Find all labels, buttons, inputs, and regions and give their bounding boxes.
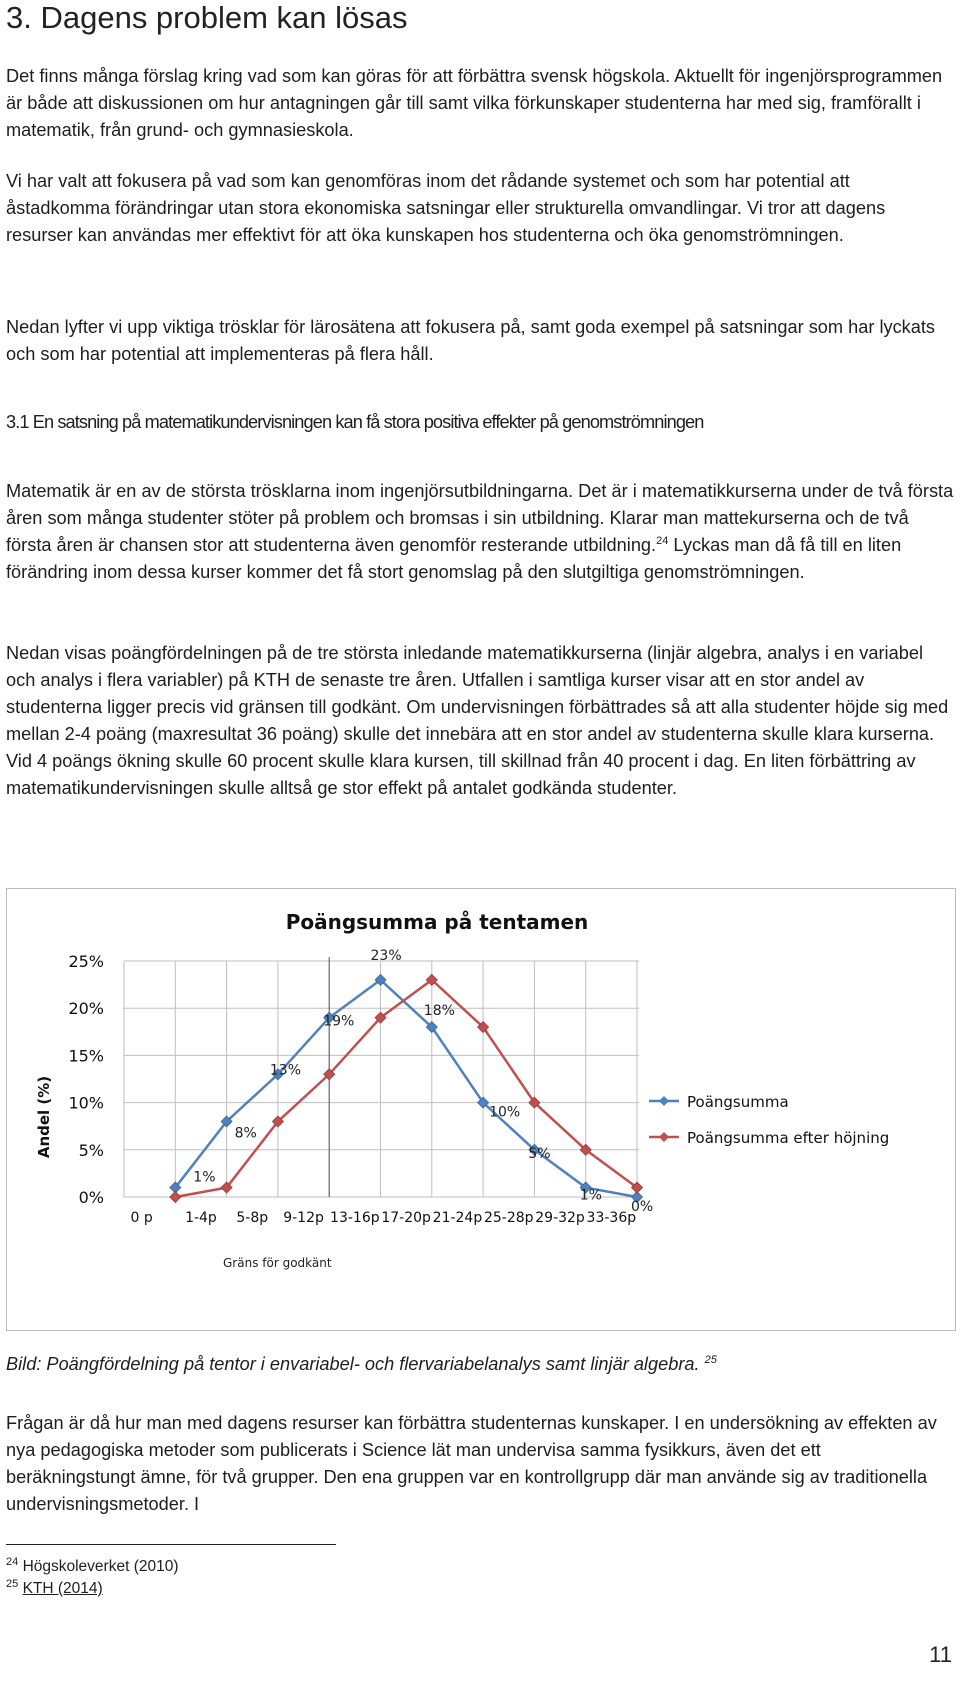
legend-marker <box>659 1132 669 1142</box>
page-heading: 3. Dagens problem kan lösas <box>6 0 408 35</box>
footnote-24 <box>6 1556 179 1578</box>
y-tick-label: 10% <box>68 1093 104 1113</box>
chart-legend <box>649 1093 889 1147</box>
data-label: 1% <box>579 1187 602 1204</box>
chart-data-labels <box>193 948 653 1215</box>
line-chart <box>7 889 955 1330</box>
y-tick-label: 20% <box>68 999 104 1019</box>
legend-label: Poängsumma <box>687 1093 789 1111</box>
legend-label: Poängsumma efter höjning <box>687 1129 890 1147</box>
footnote-number: 25 <box>6 1577 19 1590</box>
footnote-ref-25[interactable]: 25 <box>704 1353 717 1366</box>
section-paragraph-2: Nedan visas poängfördelningen på de tre största inledande matematikkurserna (linjär algebra, analys i en variabel och analys i flera variabler) på KTH de senaste tre åren. Utfallen i samtliga kurser visar att en stor andel av studenterna ligger precis vid gränsen till godkänt. Om undervisningen förbättrades så att alla studenter höjde sig med mellan 2-4 poäng (maxresultat 36 poäng) skulle det innebära att en stor andel av studenterna skulle klara kurserna. Vid 4 poängs ökning skulle 60 procent skulle klara kursen, till skillnad från 40 procent i dag. En liten förbättring av matematikundervisningen skulle alltså ge stor effekt på antalet godkända studenter. <box>6 643 949 798</box>
data-label: 19% <box>323 1013 355 1030</box>
footnote-number: 24 <box>6 1555 19 1568</box>
x-tick-label: 13-16p <box>330 1210 380 1226</box>
x-tick-label: 29-32p <box>535 1210 585 1226</box>
y-tick-label: 25% <box>68 952 104 971</box>
passing-threshold-label: Gräns för godkänt <box>223 1256 332 1270</box>
intro-paragraph-3: Nedan lyfter vi upp viktiga trösklar för lärosätena att fokusera på, samt goda exempel på satsningar som har lyckats och som har potential att implementeras på flera håll. <box>6 317 936 364</box>
x-tick-label: 25-28p <box>483 1210 534 1226</box>
y-tick-label: 0% <box>78 1188 104 1207</box>
series-line <box>175 980 637 1197</box>
x-tick-label: 33-36p <box>586 1210 637 1226</box>
y-tick-label: 15% <box>68 1046 104 1066</box>
x-tick-label: 21-24p <box>432 1210 483 1226</box>
x-tick-label: 1-4p <box>185 1210 217 1226</box>
x-tick-label: 0 p <box>130 1210 153 1226</box>
y-tick-label: 5% <box>78 1140 104 1160</box>
footnote-link[interactable]: KTH (2014) <box>22 1580 103 1597</box>
x-tick-label: 17-20p <box>381 1210 431 1226</box>
footnote-text: Högskoleverket (2010) <box>22 1558 179 1575</box>
section-heading: 3.1 En satsning på matematikundervisningen kan få stora positiva effekter på genomströmningen <box>6 412 704 432</box>
chart-title: Poängsumma på tentamen <box>285 910 589 934</box>
data-label: 1% <box>193 1169 216 1186</box>
chart-y-ticks <box>68 952 104 1207</box>
data-label: 13% <box>269 1062 302 1079</box>
section-paragraph-1-text: Matematik är en av de största trösklarna inom ingenjörsutbildningarna. Det är i matematikkurserna under de två första åren som många studenter stöter på problem och bromsas i sin utbildning. Klarar man mattekurserna och de två första åren är chansen stor att studenterna även genomför resterande utbildning. <box>6 481 954 555</box>
data-label: 8% <box>234 1125 257 1142</box>
chart-y-axis-label: Andel (%) <box>35 1075 53 1159</box>
section-paragraph-1-rest: Lyckas man då få till en liten förändring inom dessa kurser kommer det få stort genomslag på den slutgiltiga genomströmningen. <box>6 535 902 582</box>
x-tick-label: 5-8p <box>236 1210 269 1226</box>
chart-gridlines <box>124 961 639 1197</box>
intro-paragraph-2: Vi har valt att fokusera på vad som kan genomföras inom det rådande systemet och som har potential att åstadkomma förändringar utan stora ekonomiska satsningar eller strukturella omvandlingar. Vi tror att dagens resurser kan användas mer effektivt för att öka kunskapen hos studenterna och öka genomströmningen. <box>6 171 886 245</box>
data-label: 23% <box>370 947 402 964</box>
data-label: 0% <box>631 1199 654 1215</box>
footnote-25 <box>6 1578 103 1600</box>
data-label: 10% <box>489 1104 521 1121</box>
section-paragraph-1 <box>6 478 954 586</box>
page-number: 11 <box>929 1642 952 1667</box>
data-point <box>170 1192 181 1203</box>
footnote-divider <box>6 1544 336 1545</box>
legend-marker <box>659 1096 669 1106</box>
final-paragraph: Frågan är då hur man med dagens resurser kan förbättra studenternas kunskaper. I en undersökning av effekten av nya pedagogiska metoder som publicerats i Science lät man undervisa samma fysikkurs, även det ett beräkningstungt ämne, för två grupper. Den ena gruppen var en kontrollgrupp där man använde sig av traditionella undervisningsmetoder. I <box>6 1413 937 1514</box>
figure-caption <box>6 1354 717 1375</box>
x-tick-label: 9-12p <box>283 1210 324 1226</box>
intro-paragraph-1: Det finns många förslag kring vad som kan göras för att förbättra svensk högskola. Aktuellt för ingenjörsprogrammen är både att diskussionen om hur antagningen går till samt vilka förkunskaper studenterna har med sig, framförallt i matematik, från grund- och gymnasieskola. <box>6 66 943 140</box>
chart-container <box>6 888 956 1331</box>
chart-x-ticks <box>131 1210 637 1226</box>
footnote-ref-24[interactable]: 24 <box>656 534 669 547</box>
figure-caption-text: Bild: Poängfördelning på tentor i envariabel- och flervariabelanalys samt linjär algebra. <box>6 1354 700 1374</box>
data-label: 5% <box>528 1145 551 1162</box>
data-label: 18% <box>423 1003 455 1020</box>
